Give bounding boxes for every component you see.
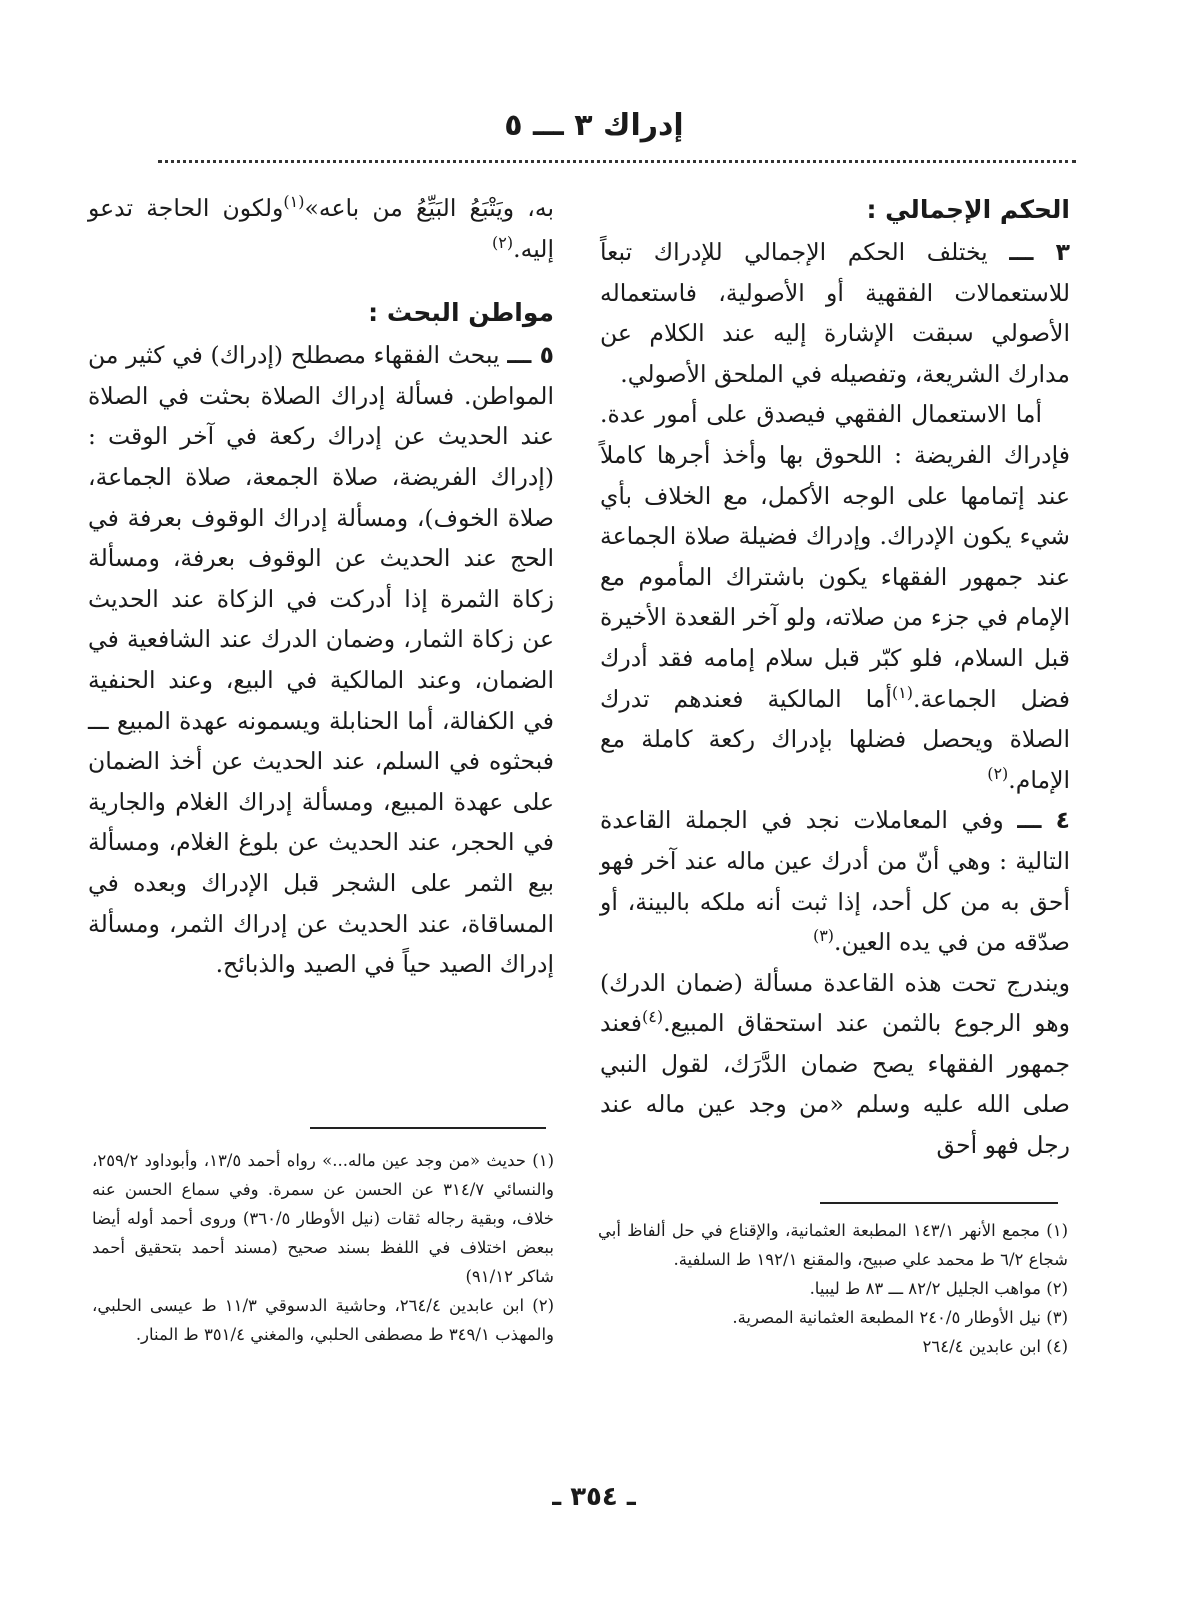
paragraph-5 xyxy=(88,335,554,985)
footnote-item: (٢) ابن عابدين ٢٦٤/٤، وحاشية الدسوقي ١١/٣ ط عيسى الحلبي، والمهذب ٣٤٩/١ ط مصطفى الحلبي، والمغني ٣٥١/٤ ط المنار. xyxy=(92,1296,555,1344)
footnote-ref: (٢) xyxy=(987,763,1009,783)
paragraph-text: فعند جمهور الفقهاء يصح ضمان الدَّرَك، لقول النبي صلى الله عليه وسلم «من وجد عين ماله عند رجل فهو أحق xyxy=(600,1009,1070,1160)
footnote-ref: (١) xyxy=(891,682,913,702)
section-heading-general-ruling: الحكم الإجمالي : xyxy=(866,195,1070,224)
header-dotted-divider xyxy=(158,160,1076,163)
paragraph-text: يبحث الفقهاء مصطلح (إدراك) في كثير من المواطن. فسألة إدراك الصلاة بحثت في الصلاة عند الحديث عن إدراك ركعة في آخر الوقت : (إدراك الفريضة، صلاة الجمعة، صلاة الجماعة، صلاة الخوف)، ومسألة إدراك الوقوف بعرفة في الحج عند الحديث عن الوقوف بعرفة، ومسألة زكاة الثمرة إذا أدركت في الزكاة عند الحديث عن زكاة الثمار، وضمان الدرك عند الشافعية في الضمان، وعند المالكية في البيع، وعند الحنفية في الكفالة، أما الحنابلة ويسمونه عهدة المبيع ـــ فبحثوه في السلم، عند الحديث عن أخذ الضمان على عهدة المبيع، ومسألة إدراك الغلام والجارية في الحجر، عند الحديث عن بلوغ الغلام، ومسألة بيع الثمر على الشجر قبل الإدراك وبعده في المساقاة، عند الحديث عن إدراك الثمر، ومسألة إدراك الصيد حياً في الصيد والذبائح. xyxy=(88,341,554,979)
footnote-ref: (١) xyxy=(283,192,305,212)
page-header-title: إدراك ٣ ـــ ٥ xyxy=(504,108,684,143)
paragraph-continuation xyxy=(88,188,554,269)
paragraph-daman xyxy=(600,963,1070,1166)
paragraph-fiqh-usage xyxy=(600,394,1070,800)
footnote-divider-left xyxy=(310,1127,546,1129)
paragraph-3 xyxy=(600,232,1070,394)
footnote-item: (٤) ابن عابدين ٢٦٤/٤ xyxy=(922,1337,1068,1356)
footnote-item: (١) حديث «من وجد عين ماله...» رواه أحمد ١٣/٥، وأبوداود ٢٥٩/٢، والنسائي ٣١٤/٧ عن الحسن عن سمرة. وفي سماع الحسن عنه خلاف، وبقية رجاله ثقات (نيل الأوطار ٣٦٠/٥) وروى أحمد أوله أيضا ببعض اختلاف في اللفظ بسند صحيح (مسند أحمد بتحقيق أحمد شاكر ٩١/١٢) xyxy=(92,1151,554,1286)
right-column xyxy=(600,188,1070,1166)
paragraph-number: ٥ ـــ xyxy=(507,341,555,370)
footnote-ref: (٢) xyxy=(492,232,514,252)
footnotes-left xyxy=(92,1146,554,1349)
paragraph-text: ولكون الحاجة تدعو إليه. xyxy=(88,194,554,263)
paragraph-text: ويندرج تحت هذه القاعدة مسألة (ضمان الدرك) وهو الرجوع بالثمن عند استحقاق المبيع. xyxy=(600,968,1070,1038)
paragraph-text: أما المالكية فعندهم تدرك الصلاة ويحصل فضلها بإدراك ركعة كاملة مع الإمام. xyxy=(600,684,1070,794)
section-heading-research-places: مواطن البحث : xyxy=(368,298,554,328)
paragraph-text: أما الاستعمال الفقهي فيصدق على أمور عدة. فإدراك الفريضة : اللحوق بها وأخذ أجرها كاملاً عند إتمامها على الوجه الأكمل، مع الخلاف بأي شيء يكون الإدراك. وإدراك فضيلة صلاة الجماعة عند جمهور الفقهاء يكون باشتراك المأموم مع الإمام في جزء من صلاته، ولو آخر القعدة الأخيرة قبل السلام، فلو كبّر قبل سلام إمامه فقد أدرك فضل الجماعة. xyxy=(600,400,1070,713)
paragraph-text: يختلف الحكم الإجمالي للإدراك تبعاً للاستعمالات الفقهية أو الأصولية، فاستعماله الأصولي سبقت الإشارة إليه عند الكلام عن مدارك الشريعة، وتفصيله في الملحق الأصولي. xyxy=(600,238,1070,388)
footnote-item: (١) مجمع الأنهر ١٤٣/١ المطبعة العثمانية، والإقناع في حل ألفاظ أبي شجاع ٦/٢ ط محمد علي صبيح، والمقنع ١٩٢/١ ط السلفية. xyxy=(598,1221,1068,1269)
left-column xyxy=(88,188,554,985)
paragraph-4 xyxy=(600,800,1070,962)
page-number: ـ ٣٥٤ ـ xyxy=(552,1482,636,1512)
paragraph-text: وفي المعاملات نجد في الجملة القاعدة التالية : وهي أنّ من أدرك عين ماله عند آخر فهو أحق به من كل أحد، إذا ثبت أنه ملكه بالبينة، أو صدّقه من في يده العين. xyxy=(600,806,1070,957)
paragraph-text: به، ويَتْبَعُ البَيِّعُ من باعه» xyxy=(304,194,554,222)
footnote-divider-right xyxy=(820,1202,1058,1204)
footnote-item: (٣) نيل الأوطار ٢٤٠/٥ المطبعة العثمانية المصرية. xyxy=(732,1308,1068,1327)
footnote-item: (٢) مواهب الجليل ٨٢/٢ ـــ ٨٣ ط ليبيا. xyxy=(809,1279,1068,1298)
paragraph-number: ٣ ـــ xyxy=(1009,238,1070,266)
footnotes-right xyxy=(598,1216,1068,1361)
footnote-ref: (٤) xyxy=(642,1007,664,1027)
footnote-ref: (٣) xyxy=(812,926,835,946)
paragraph-number: ٤ ـــ xyxy=(1017,806,1070,835)
